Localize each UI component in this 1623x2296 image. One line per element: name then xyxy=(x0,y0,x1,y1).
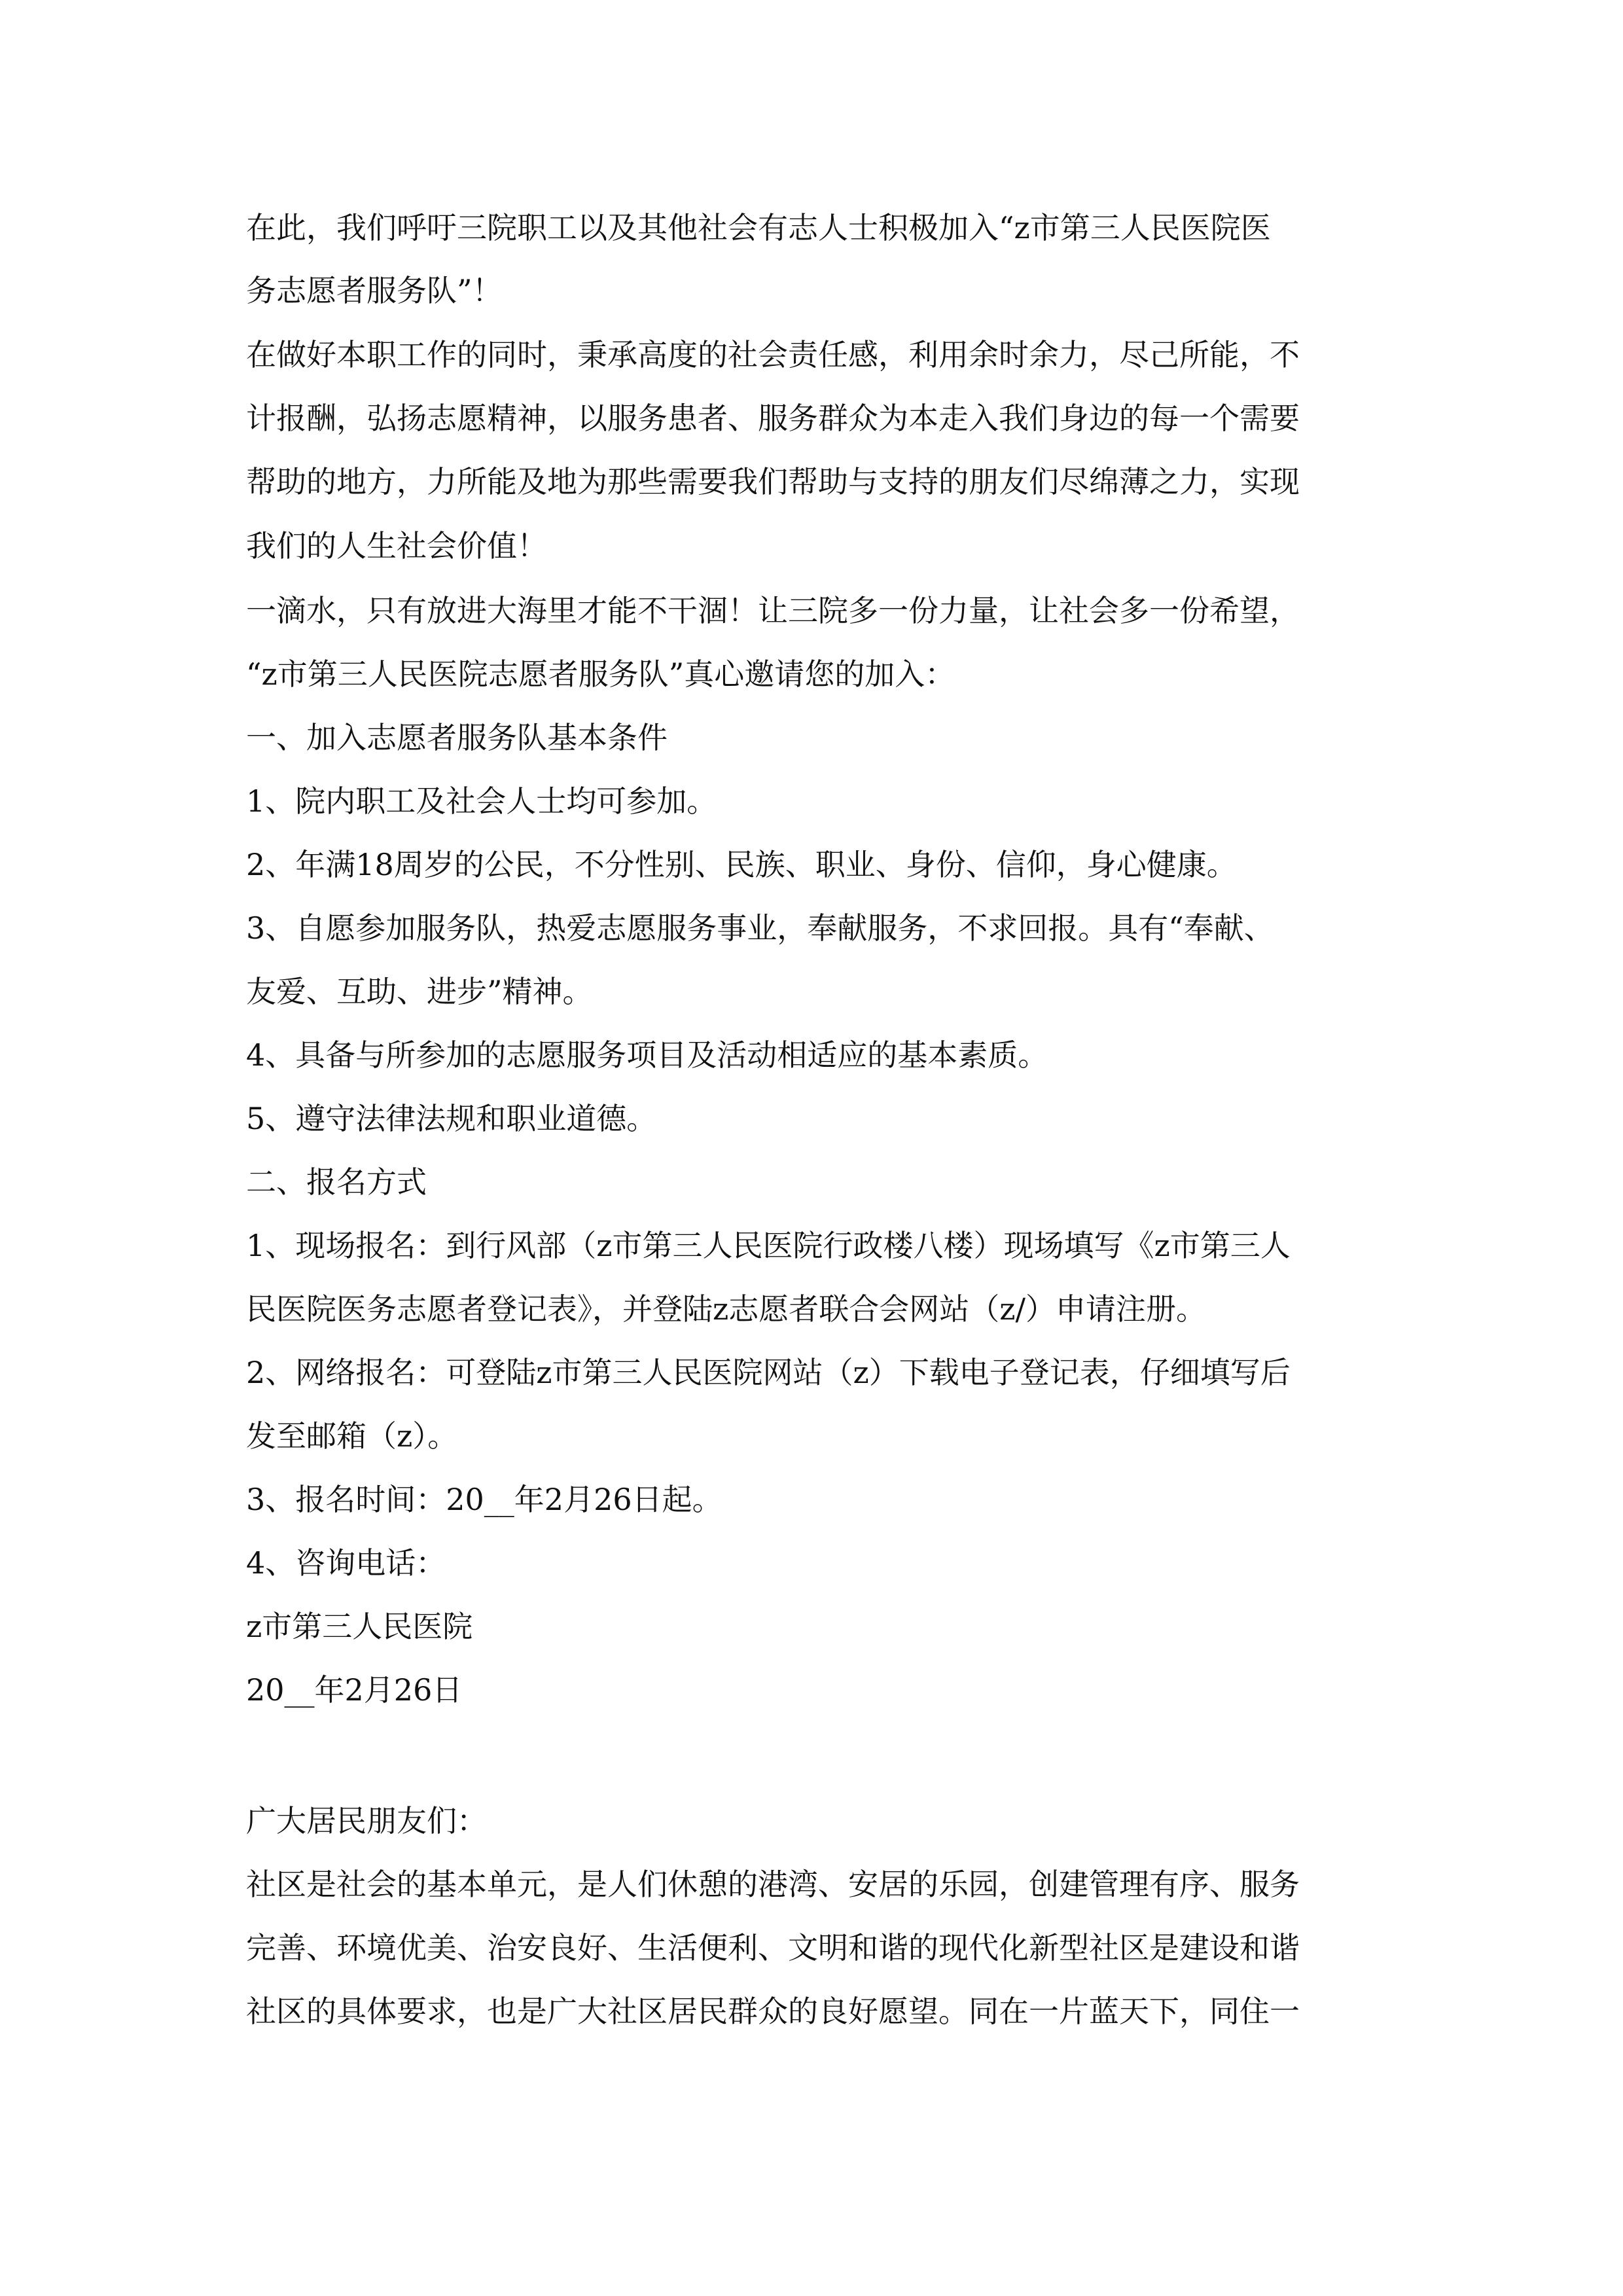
paragraph-line: 我们的人生社会价值！ xyxy=(246,528,547,564)
paragraph-line: 一滴水，只有放进大海里才能不干涸！让三院多一份力量，让社会多一份希望， xyxy=(246,593,1300,628)
paragraph-line: 社区是社会的基本单元，是人们休憩的港湾、安居的乐园，创建管理有序、服务 xyxy=(246,1867,1300,1902)
paragraph-line: “z市第三人民医院志愿者服务队”真心邀请您的加入： xyxy=(246,656,955,692)
section-heading: 一、加入志愿者服务队基本条件 xyxy=(246,720,668,755)
paragraph-line: 在此，我们呼吁三院职工以及其他社会有志人士积极加入“z市第三人民医院医 xyxy=(246,210,1271,245)
paragraph-line: 计报酬，弘扬志愿精神，以服务患者、服务群众为本走入我们身边的每一个需要 xyxy=(246,401,1300,436)
paragraph-line: 社区的具体要求，也是广大社区居民群众的良好愿望。同在一片蓝天下，同住一 xyxy=(246,1994,1300,2029)
paragraph-line: 在做好本职工作的同时，秉承高度的社会责任感，利用余时余力，尽己所能，不 xyxy=(246,337,1300,372)
paragraph-line: 务志愿者服务队”！ xyxy=(246,273,503,308)
list-item: 1、现场报名：到行风部（z市第三人民医院行政楼八楼）现场填写《z市第三人 xyxy=(246,1228,1291,1263)
section-heading: 二、报名方式 xyxy=(246,1164,427,1200)
salutation: 广大居民朋友们： xyxy=(246,1803,487,1839)
list-item: 5、遵守法律法规和职业道德。 xyxy=(246,1101,657,1136)
list-item-continuation: 友爱、互助、进步”精神。 xyxy=(246,974,593,1009)
paragraph-line: 完善、环境优美、治安良好、生活便利、文明和谐的现代化新型社区是建设和谐 xyxy=(246,1930,1300,1965)
list-item: 3、自愿参加服务队，热爱志愿服务事业，奉献服务，不求回报。具有“奉献、 xyxy=(246,910,1274,946)
list-item-continuation: 发至邮箱（z）。 xyxy=(246,1418,458,1454)
signature-organization: z市第三人民医院 xyxy=(246,1609,473,1644)
list-item: 4、具备与所参加的志愿服务项目及活动相适应的基本素质。 xyxy=(246,1037,1048,1073)
list-item: 4、咨询电话： xyxy=(246,1545,446,1581)
paragraph-line: 帮助的地方，力所能及地为那些需要我们帮助与支持的朋友们尽绵薄之力，实现 xyxy=(246,464,1300,499)
list-item: 2、网络报名：可登陆z市第三人民医院网站（z）下载电子登记表，仔细填写后 xyxy=(246,1355,1291,1390)
list-item-continuation: 民医院医务志愿者登记表》，并登陆z志愿者联合会网站（z/）申请注册。 xyxy=(246,1291,1206,1327)
list-item: 2、年满18周岁的公民，不分性别、民族、职业、身份、信仰，身心健康。 xyxy=(246,847,1237,882)
list-item: 1、院内职工及社会人士均可参加。 xyxy=(246,783,717,819)
signature-date: 20__年2月26日 xyxy=(246,1672,463,1708)
list-item: 3、报名时间：20__年2月26日起。 xyxy=(246,1482,722,1517)
